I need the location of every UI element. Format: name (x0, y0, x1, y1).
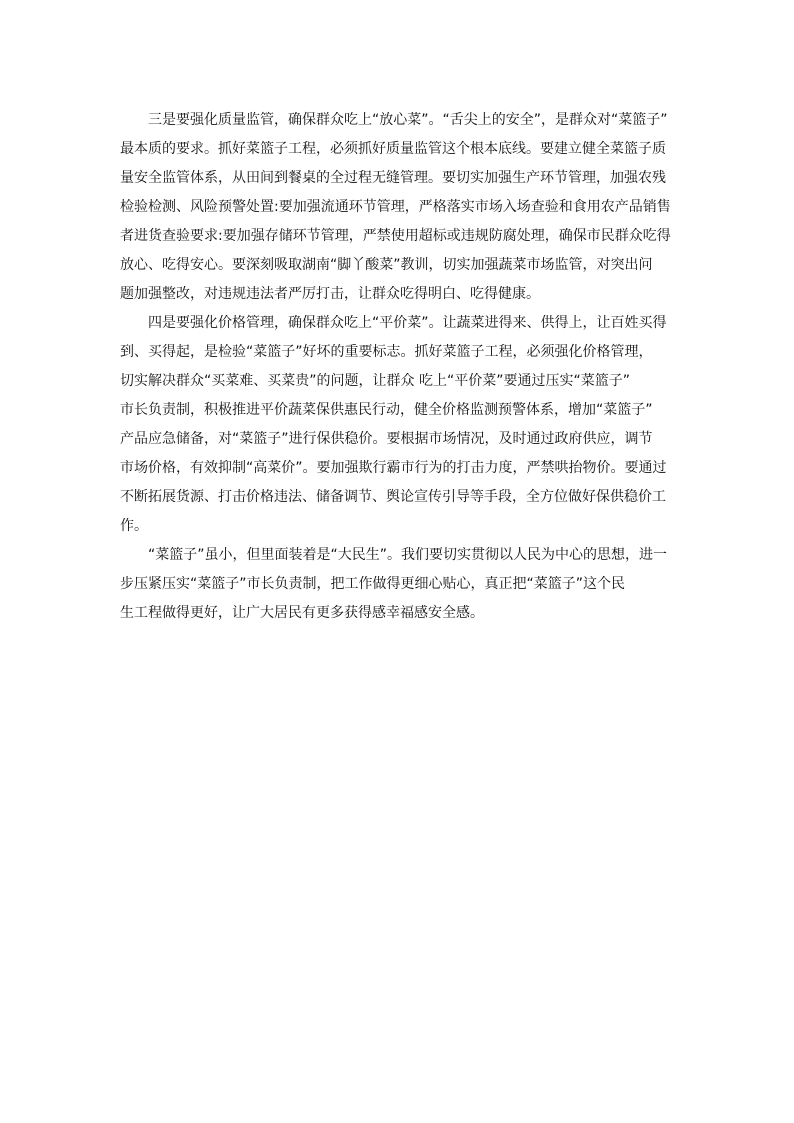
text-line: 三是要强化质量监管，确保群众吃上“放心菜”。“舌尖上的安全”，是群众对“菜篮子” (148, 112, 668, 128)
text-line: 市长负责制，积极推进平价蔬菜保供惠民行动，健全价格监测预警体系，增加“菜篮子” (120, 402, 653, 418)
text-line: 量安全监管体系，从田间到餐桌的全过程无缝管理。要切实加强生产环节管理，加强农残 (120, 170, 666, 186)
text-line: 到、买得起，是检验“菜篮子”好坏的重要标志。抓好菜篮子工程，必须强化价格管理， (120, 344, 653, 360)
text-line: “菜篮子”虽小，但里面装着是“大民生”。我们要切实贯彻以人民为中心的思想，进一 (148, 547, 668, 563)
document-body (120, 106, 686, 628)
paragraph-quality-supervision (120, 106, 686, 309)
text-line: 切实解决群众“买菜难、买菜贵”的问题，让群众 吃上“平价菜”要通过压实“菜篮子” (120, 373, 630, 389)
text-line: 最本质的要求。抓好菜篮子工程，必须抓好质量监管这个根本底线。要建立健全菜篮子质 (120, 141, 666, 157)
text-line: 放心、吃得安心。要深刻吸取湖南“脚丫酸菜”教训，切实加强蔬菜市场监管，对突出问 (120, 257, 653, 273)
text-line: 题加强整改，对违规违法者严厉打击，让群众吃得明白、吃得健康。 (120, 286, 540, 302)
paragraph-conclusion (120, 541, 686, 628)
text-line: 生工程做得更好，让广大居民有更多获得感幸福感安全感。 (120, 605, 484, 621)
text-line: 市场价格，有效抑制“高菜价”。要加强欺行霸市行为的打击力度，严禁哄抬物价。要通过 (120, 460, 667, 476)
text-line: 四是要强化价格管理，确保群众吃上“平价菜”。让蔬菜进得来、供得上，让百姓买得 (148, 315, 667, 331)
paragraph-price-management (120, 309, 686, 541)
text-line: 者进货查验要求:要加强存储环节管理，严禁使用超标或违规防腐处理，确保市民群众吃得 (120, 228, 671, 244)
text-line: 步压紧压实“菜篮子”市长负责制，把工作做得更细心贴心，真正把“菜篮子”这个民 (120, 576, 626, 592)
text-line: 检验检测、风险预警处置:要加强流通环节管理，严格落实市场入场查验和食用农产品销售 (120, 199, 671, 215)
text-line: 不断拓展货源、打击价格违法、储备调节、舆论宣传引导等手段，全方位做好保供稳价工 (120, 489, 666, 505)
text-line: 作。 (120, 518, 148, 534)
text-line: 产品应急储备，对“菜篮子”进行保供稳价。要根据市场情况，及时通过政府供应，调节 (120, 431, 653, 447)
